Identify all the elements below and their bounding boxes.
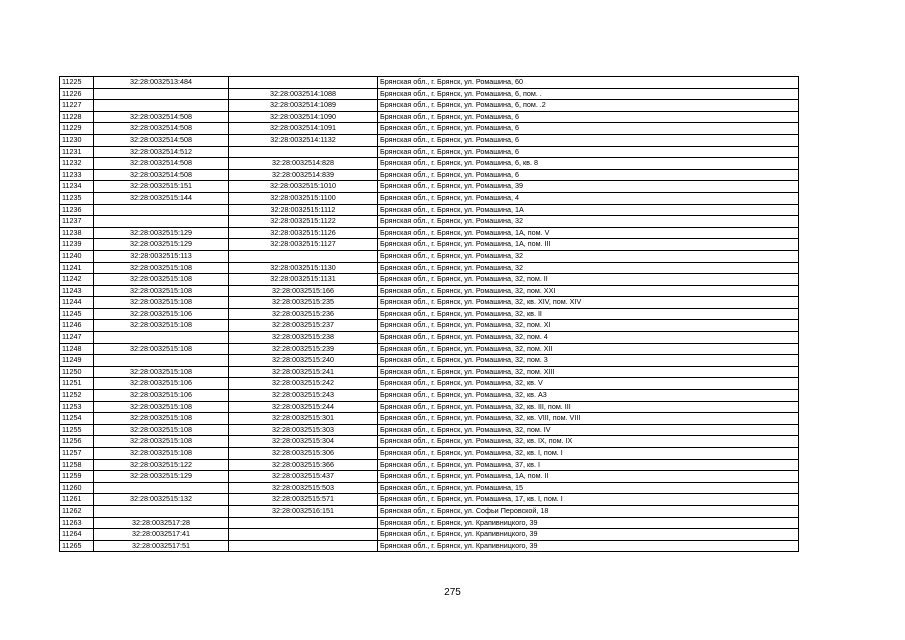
object-cadastral-number-cell <box>229 250 378 262</box>
table-row <box>60 378 799 390</box>
cadastral-number-cell: 32:28:0032515:108 <box>94 262 229 274</box>
table-row <box>60 88 799 100</box>
cadastral-number-cell: 32:28:0032515:151 <box>94 181 229 193</box>
table-row <box>60 250 799 262</box>
address-cell: Брянская обл., г. Брянск, ул. Ромашина, 1А, пом. II <box>378 471 799 483</box>
table-row <box>60 274 799 286</box>
table-row <box>60 111 799 123</box>
table-row <box>60 158 799 170</box>
cadastral-number-cell: 32:28:0032514:508 <box>94 158 229 170</box>
row-number-cell: 11236 <box>60 204 94 216</box>
cadastral-number-cell <box>94 100 229 112</box>
table-row <box>60 413 799 425</box>
table-row <box>60 77 799 89</box>
object-cadastral-number-cell: 32:28:0032515:366 <box>229 459 378 471</box>
object-cadastral-number-cell: 32:28:0032515:236 <box>229 308 378 320</box>
row-number-cell: 11248 <box>60 343 94 355</box>
address-cell: Брянская обл., г. Брянск, ул. Ромашина, 15 <box>378 482 799 494</box>
row-number-cell: 11260 <box>60 482 94 494</box>
cadastral-number-cell: 32:28:0032515:129 <box>94 227 229 239</box>
table-row <box>60 169 799 181</box>
cadastral-number-cell: 32:28:0032515:108 <box>94 448 229 460</box>
address-cell: Брянская обл., г. Брянск, ул. Ромашина, 32 <box>378 216 799 228</box>
row-number-cell: 11247 <box>60 332 94 344</box>
address-cell: Брянская обл., г. Брянск, ул. Ромашина, 6 <box>378 134 799 146</box>
object-cadastral-number-cell: 32:28:0032515:166 <box>229 285 378 297</box>
object-cadastral-number-cell: 32:28:0032515:242 <box>229 378 378 390</box>
address-cell: Брянская обл., г. Брянск, ул. Ромашина, 32, кв. XIV, пом. XIV <box>378 297 799 309</box>
row-number-cell: 11250 <box>60 366 94 378</box>
table-row <box>60 343 799 355</box>
row-number-cell: 11254 <box>60 413 94 425</box>
table-row <box>60 332 799 344</box>
cadastral-number-cell: 32:28:0032515:108 <box>94 436 229 448</box>
row-number-cell: 11237 <box>60 216 94 228</box>
object-cadastral-number-cell: 32:28:0032514:1091 <box>229 123 378 135</box>
address-cell: Брянская обл., г. Брянск, ул. Ромашина, 32 <box>378 262 799 274</box>
address-cell: Брянская обл., г. Брянск, ул. Ромашина, 6, кв. 8 <box>378 158 799 170</box>
row-number-cell: 11234 <box>60 181 94 193</box>
address-cell: Брянская обл., г. Брянск, ул. Ромашина, 32, кв. IX, пом. IX <box>378 436 799 448</box>
object-cadastral-number-cell: 32:28:0032515:1127 <box>229 239 378 251</box>
row-number-cell: 11225 <box>60 77 94 89</box>
row-number-cell: 11239 <box>60 239 94 251</box>
cadastral-number-cell <box>94 505 229 517</box>
address-cell: Брянская обл., г. Брянск, ул. Ромашина, 32 <box>378 250 799 262</box>
address-cell: Брянская обл., г. Брянск, ул. Ромашина, 17, кв. I, пом. I <box>378 494 799 506</box>
row-number-cell: 11249 <box>60 355 94 367</box>
cadastral-number-cell: 32:28:0032517:28 <box>94 517 229 529</box>
cadastral-number-cell: 32:28:0032515:108 <box>94 320 229 332</box>
row-number-cell: 11243 <box>60 285 94 297</box>
object-cadastral-number-cell: 32:28:0032515:1010 <box>229 181 378 193</box>
table-row <box>60 448 799 460</box>
row-number-cell: 11226 <box>60 88 94 100</box>
table-row <box>60 262 799 274</box>
row-number-cell: 11256 <box>60 436 94 448</box>
table-row <box>60 517 799 529</box>
cadastral-number-cell: 32:28:0032515:108 <box>94 401 229 413</box>
table-row <box>60 482 799 494</box>
table-row <box>60 100 799 112</box>
row-number-cell: 11258 <box>60 459 94 471</box>
address-cell: Брянская обл., г. Брянск, ул. Ромашина, 6 <box>378 111 799 123</box>
cadastral-number-cell <box>94 88 229 100</box>
table-row <box>60 285 799 297</box>
table-row <box>60 494 799 506</box>
address-cell: Брянская обл., г. Брянск, ул. Ромашина, 1А, пом. III <box>378 239 799 251</box>
row-number-cell: 11232 <box>60 158 94 170</box>
row-number-cell: 11245 <box>60 308 94 320</box>
table-row <box>60 204 799 216</box>
address-cell: Брянская обл., г. Брянск, ул. Крапивницкого, 39 <box>378 529 799 541</box>
row-number-cell: 11231 <box>60 146 94 158</box>
table-row <box>60 366 799 378</box>
table-row <box>60 320 799 332</box>
address-cell: Брянская обл., г. Брянск, ул. Ромашина, 37, кв. I <box>378 459 799 471</box>
row-number-cell: 11246 <box>60 320 94 332</box>
cadastral-number-cell: 32:28:0032515:106 <box>94 308 229 320</box>
row-number-cell: 11241 <box>60 262 94 274</box>
object-cadastral-number-cell <box>229 77 378 89</box>
row-number-cell: 11251 <box>60 378 94 390</box>
address-cell: Брянская обл., г. Брянск, ул. Ромашина, 4 <box>378 192 799 204</box>
object-cadastral-number-cell <box>229 517 378 529</box>
cadastral-number-cell: 32:28:0032513:484 <box>94 77 229 89</box>
table-row <box>60 355 799 367</box>
table-row <box>60 216 799 228</box>
row-number-cell: 11235 <box>60 192 94 204</box>
cadastral-number-cell: 32:28:0032515:108 <box>94 424 229 436</box>
cadastral-number-cell: 32:28:0032515:108 <box>94 297 229 309</box>
table-row <box>60 401 799 413</box>
cadastral-number-cell: 32:28:0032515:106 <box>94 390 229 402</box>
cadastral-number-cell <box>94 355 229 367</box>
row-number-cell: 11257 <box>60 448 94 460</box>
address-cell: Брянская обл., г. Брянск, ул. Крапивницкого, 39 <box>378 517 799 529</box>
cadastral-number-cell <box>94 216 229 228</box>
registry-table-body <box>60 77 799 552</box>
table-row <box>60 436 799 448</box>
address-cell: Брянская обл., г. Брянск, ул. Ромашина, 32, пом. XII <box>378 343 799 355</box>
address-cell: Брянская обл., г. Брянск, ул. Ромашина, 32, кв. III, пом. III <box>378 401 799 413</box>
address-cell: Брянская обл., г. Брянск, ул. Ромашина, 60 <box>378 77 799 89</box>
cadastral-number-cell <box>94 204 229 216</box>
object-cadastral-number-cell: 32:28:0032515:306 <box>229 448 378 460</box>
cadastral-number-cell: 32:28:0032514:508 <box>94 169 229 181</box>
table-row <box>60 181 799 193</box>
table-row <box>60 390 799 402</box>
cadastral-number-cell: 32:28:0032515:113 <box>94 250 229 262</box>
cadastral-number-cell: 32:28:0032515:108 <box>94 366 229 378</box>
cadastral-number-cell: 32:28:0032515:129 <box>94 471 229 483</box>
address-cell: Брянская обл., г. Брянск, ул. Софьи Перовской, 18 <box>378 505 799 517</box>
table-row <box>60 424 799 436</box>
row-number-cell: 11233 <box>60 169 94 181</box>
object-cadastral-number-cell: 32:28:0032515:304 <box>229 436 378 448</box>
table-row <box>60 146 799 158</box>
address-cell: Брянская обл., г. Брянск, ул. Ромашина, 32, пом. II <box>378 274 799 286</box>
cadastral-number-cell: 32:28:0032515:122 <box>94 459 229 471</box>
row-number-cell: 11244 <box>60 297 94 309</box>
object-cadastral-number-cell: 32:28:0032515:241 <box>229 366 378 378</box>
object-cadastral-number-cell <box>229 529 378 541</box>
table-row <box>60 239 799 251</box>
cadastral-number-cell: 32:28:0032515:108 <box>94 413 229 425</box>
address-cell: Брянская обл., г. Брянск, ул. Ромашина, 32, пом. XXI <box>378 285 799 297</box>
address-cell: Брянская обл., г. Брянск, ул. Ромашина, 32, кв. I, пом. I <box>378 448 799 460</box>
cadastral-number-cell: 32:28:0032515:129 <box>94 239 229 251</box>
object-cadastral-number-cell: 32:28:0032515:303 <box>229 424 378 436</box>
address-cell: Брянская обл., г. Брянск, ул. Крапивницкого, 39 <box>378 540 799 552</box>
row-number-cell: 11230 <box>60 134 94 146</box>
cadastral-number-cell: 32:28:0032515:108 <box>94 274 229 286</box>
cadastral-number-cell: 32:28:0032515:144 <box>94 192 229 204</box>
object-cadastral-number-cell: 32:28:0032515:237 <box>229 320 378 332</box>
row-number-cell: 11259 <box>60 471 94 483</box>
cadastral-number-cell: 32:28:0032515:108 <box>94 285 229 297</box>
address-cell: Брянская обл., г. Брянск, ул. Ромашина, 32, кв. VIII, пом. VIII <box>378 413 799 425</box>
cadastral-number-cell: 32:28:0032514:508 <box>94 134 229 146</box>
cadastral-number-cell: 32:28:0032514:508 <box>94 111 229 123</box>
object-cadastral-number-cell: 32:28:0032514:839 <box>229 169 378 181</box>
cadastral-number-cell: 32:28:0032517:41 <box>94 529 229 541</box>
object-cadastral-number-cell: 32:28:0032515:1100 <box>229 192 378 204</box>
object-cadastral-number-cell: 32:28:0032515:571 <box>229 494 378 506</box>
address-cell: Брянская обл., г. Брянск, ул. Ромашина, 32, кв. А3 <box>378 390 799 402</box>
object-cadastral-number-cell: 32:28:0032515:244 <box>229 401 378 413</box>
table-row <box>60 505 799 517</box>
table-row <box>60 297 799 309</box>
row-number-cell: 11240 <box>60 250 94 262</box>
cadastral-number-cell: 32:28:0032515:132 <box>94 494 229 506</box>
table-row <box>60 308 799 320</box>
object-cadastral-number-cell: 32:28:0032515:243 <box>229 390 378 402</box>
cadastral-number-cell <box>94 482 229 494</box>
table-row <box>60 459 799 471</box>
table-row <box>60 471 799 483</box>
row-number-cell: 11229 <box>60 123 94 135</box>
object-cadastral-number-cell: 32:28:0032516:151 <box>229 505 378 517</box>
table-row <box>60 192 799 204</box>
address-cell: Брянская обл., г. Брянск, ул. Ромашина, 32, пом. 4 <box>378 332 799 344</box>
address-cell: Брянская обл., г. Брянск, ул. Ромашина, 32, пом. XI <box>378 320 799 332</box>
address-cell: Брянская обл., г. Брянск, ул. Ромашина, 6 <box>378 123 799 135</box>
row-number-cell: 11252 <box>60 390 94 402</box>
object-cadastral-number-cell: 32:28:0032515:1112 <box>229 204 378 216</box>
row-number-cell: 11263 <box>60 517 94 529</box>
cadastral-number-cell <box>94 332 229 344</box>
object-cadastral-number-cell <box>229 146 378 158</box>
object-cadastral-number-cell: 32:28:0032514:1088 <box>229 88 378 100</box>
object-cadastral-number-cell: 32:28:0032515:1130 <box>229 262 378 274</box>
object-cadastral-number-cell: 32:28:0032515:238 <box>229 332 378 344</box>
row-number-cell: 11261 <box>60 494 94 506</box>
object-cadastral-number-cell: 32:28:0032515:235 <box>229 297 378 309</box>
row-number-cell: 11227 <box>60 100 94 112</box>
row-number-cell: 11242 <box>60 274 94 286</box>
address-cell: Брянская обл., г. Брянск, ул. Ромашина, 39 <box>378 181 799 193</box>
table-row <box>60 227 799 239</box>
row-number-cell: 11238 <box>60 227 94 239</box>
table-row <box>60 134 799 146</box>
registry-table <box>59 76 799 552</box>
row-number-cell: 11253 <box>60 401 94 413</box>
object-cadastral-number-cell: 32:28:0032515:503 <box>229 482 378 494</box>
row-number-cell: 11265 <box>60 540 94 552</box>
object-cadastral-number-cell: 32:28:0032515:1131 <box>229 274 378 286</box>
address-cell: Брянская обл., г. Брянск, ул. Ромашина, 6, пом. . <box>378 88 799 100</box>
page-number: 275 <box>444 587 461 598</box>
cadastral-number-cell: 32:28:0032515:106 <box>94 378 229 390</box>
address-cell: Брянская обл., г. Брянск, ул. Ромашина, 6 <box>378 169 799 181</box>
object-cadastral-number-cell: 32:28:0032515:301 <box>229 413 378 425</box>
object-cadastral-number-cell: 32:28:0032515:437 <box>229 471 378 483</box>
row-number-cell: 11262 <box>60 505 94 517</box>
address-cell: Брянская обл., г. Брянск, ул. Ромашина, 32, кв. II <box>378 308 799 320</box>
cadastral-number-cell: 32:28:0032514:512 <box>94 146 229 158</box>
object-cadastral-number-cell: 32:28:0032514:828 <box>229 158 378 170</box>
address-cell: Брянская обл., г. Брянск, ул. Ромашина, 32, пом. 3 <box>378 355 799 367</box>
object-cadastral-number-cell <box>229 540 378 552</box>
address-cell: Брянская обл., г. Брянск, ул. Ромашина, 1А <box>378 204 799 216</box>
object-cadastral-number-cell: 32:28:0032515:240 <box>229 355 378 367</box>
cadastral-number-cell: 32:28:0032515:108 <box>94 343 229 355</box>
row-number-cell: 11255 <box>60 424 94 436</box>
table-row <box>60 529 799 541</box>
address-cell: Брянская обл., г. Брянск, ул. Ромашина, 32, пом. XIII <box>378 366 799 378</box>
address-cell: Брянская обл., г. Брянск, ул. Ромашина, 6, пом. .2 <box>378 100 799 112</box>
address-cell: Брянская обл., г. Брянск, ул. Ромашина, 6 <box>378 146 799 158</box>
address-cell: Брянская обл., г. Брянск, ул. Ромашина, 32, кв. V <box>378 378 799 390</box>
cadastral-number-cell: 32:28:0032517:51 <box>94 540 229 552</box>
row-number-cell: 11264 <box>60 529 94 541</box>
object-cadastral-number-cell: 32:28:0032514:1090 <box>229 111 378 123</box>
address-cell: Брянская обл., г. Брянск, ул. Ромашина, 1А, пом. V <box>378 227 799 239</box>
table-row <box>60 123 799 135</box>
address-cell: Брянская обл., г. Брянск, ул. Ромашина, 32, пом. IV <box>378 424 799 436</box>
cadastral-number-cell: 32:28:0032514:508 <box>94 123 229 135</box>
object-cadastral-number-cell: 32:28:0032515:1126 <box>229 227 378 239</box>
row-number-cell: 11228 <box>60 111 94 123</box>
object-cadastral-number-cell: 32:28:0032515:239 <box>229 343 378 355</box>
object-cadastral-number-cell: 32:28:0032514:1089 <box>229 100 378 112</box>
object-cadastral-number-cell: 32:28:0032514:1132 <box>229 134 378 146</box>
table-row <box>60 540 799 552</box>
object-cadastral-number-cell: 32:28:0032515:1122 <box>229 216 378 228</box>
